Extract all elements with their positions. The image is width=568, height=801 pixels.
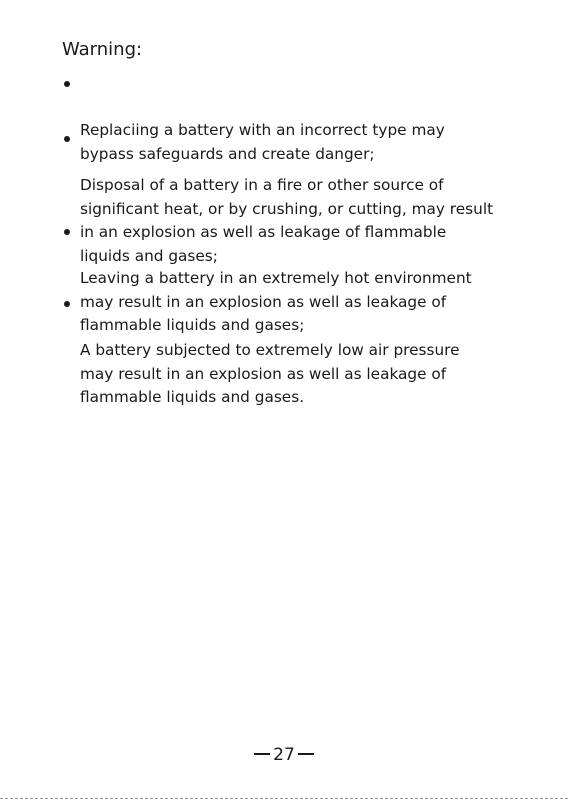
bullet-icon bbox=[64, 81, 70, 87]
warning-heading: Warning: bbox=[62, 39, 143, 60]
page-number bbox=[0, 744, 568, 766]
page-number-value: 27 bbox=[273, 745, 295, 765]
dash-right-icon bbox=[298, 753, 314, 755]
bullet-icon bbox=[64, 136, 70, 142]
bullet-icon bbox=[64, 229, 70, 235]
warning-item-text: Disposal of a battery in a fire or other source of significant heat, or by crushing, or cutting, may result in an explosion as well as leakage of flammable liquids and gases; bbox=[80, 176, 494, 265]
warning-item-text: Replaciing a battery with an incorrect type may bypass safeguards and create danger; bbox=[80, 121, 445, 163]
bottom-divider bbox=[0, 798, 568, 799]
bullet-icon bbox=[64, 301, 70, 307]
warning-item-text: Leaving a battery in an extremely hot environment may result in an explosion as well as leakage of flammable liquids and gases; bbox=[80, 269, 472, 334]
dash-left-icon bbox=[254, 753, 270, 755]
warning-item-text: A battery subjected to extremely low air pressure may result in an explosion as well as leakage of flammable liquids and gases. bbox=[80, 341, 460, 406]
warning-item bbox=[80, 292, 540, 410]
